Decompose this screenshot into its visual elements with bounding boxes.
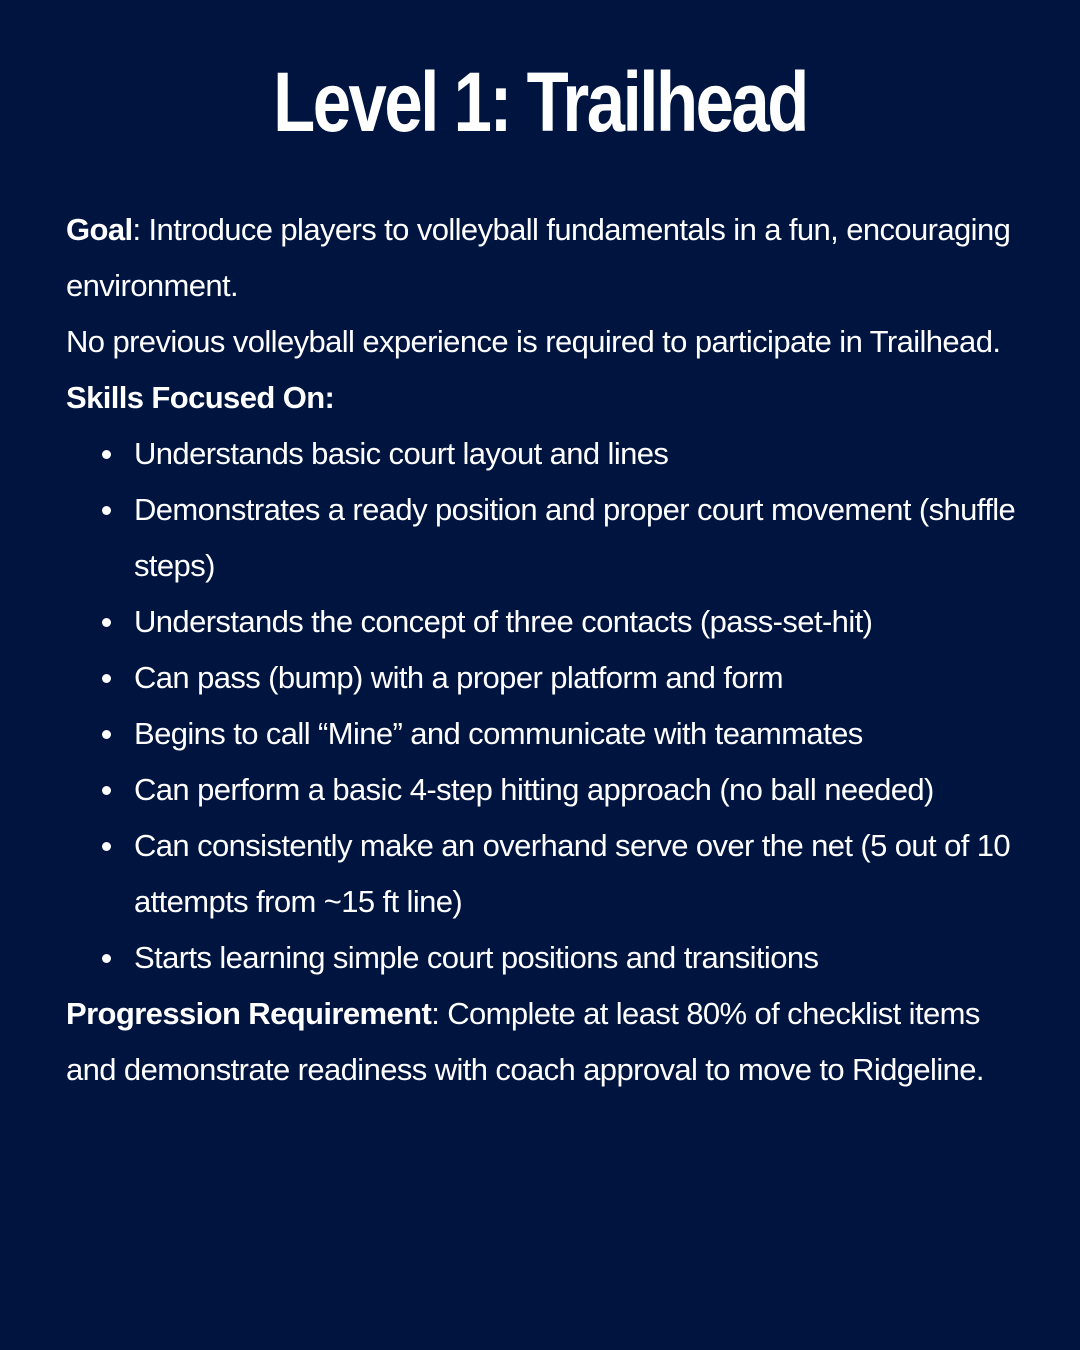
skill-item: Starts learning simple court positions and transitions	[134, 930, 1026, 986]
skill-item: Begins to call “Mine” and communicate with teammates	[134, 706, 1026, 762]
skill-item: Understands the concept of three contacts (pass-set-hit)	[134, 594, 1026, 650]
experience-note: No previous volleyball experience is required to participate in Trailhead.	[66, 324, 1001, 359]
skill-item: Demonstrates a ready position and proper court movement (shuffle steps)	[134, 482, 1026, 594]
skills-heading: Skills Focused On:	[66, 380, 335, 415]
skill-item: Can pass (bump) with a proper platform and form	[134, 650, 1026, 706]
skills-list	[66, 426, 1026, 986]
page-title: Level 1: Trailhead	[273, 55, 807, 149]
goal-paragraph	[66, 202, 1026, 314]
skill-item: Can consistently make an overhand serve over the net (5 out of 10 attempts from ~15 ft line)	[134, 818, 1026, 930]
content-body	[66, 202, 1026, 1098]
progression-paragraph	[66, 986, 1026, 1098]
progression-text: : Complete at least 80% of checklist items and demonstrate readiness with coach approval to move to Ridgeline.	[66, 996, 984, 1087]
goal-text: : Introduce players to volleyball fundamentals in a fun, encouraging environment.	[66, 212, 1011, 303]
progression-label: Progression Requirement	[66, 996, 432, 1031]
skill-item: Understands basic court layout and lines	[134, 426, 1026, 482]
skill-item: Can perform a basic 4-step hitting approach (no ball needed)	[134, 762, 1026, 818]
goal-label: Goal	[66, 212, 133, 247]
